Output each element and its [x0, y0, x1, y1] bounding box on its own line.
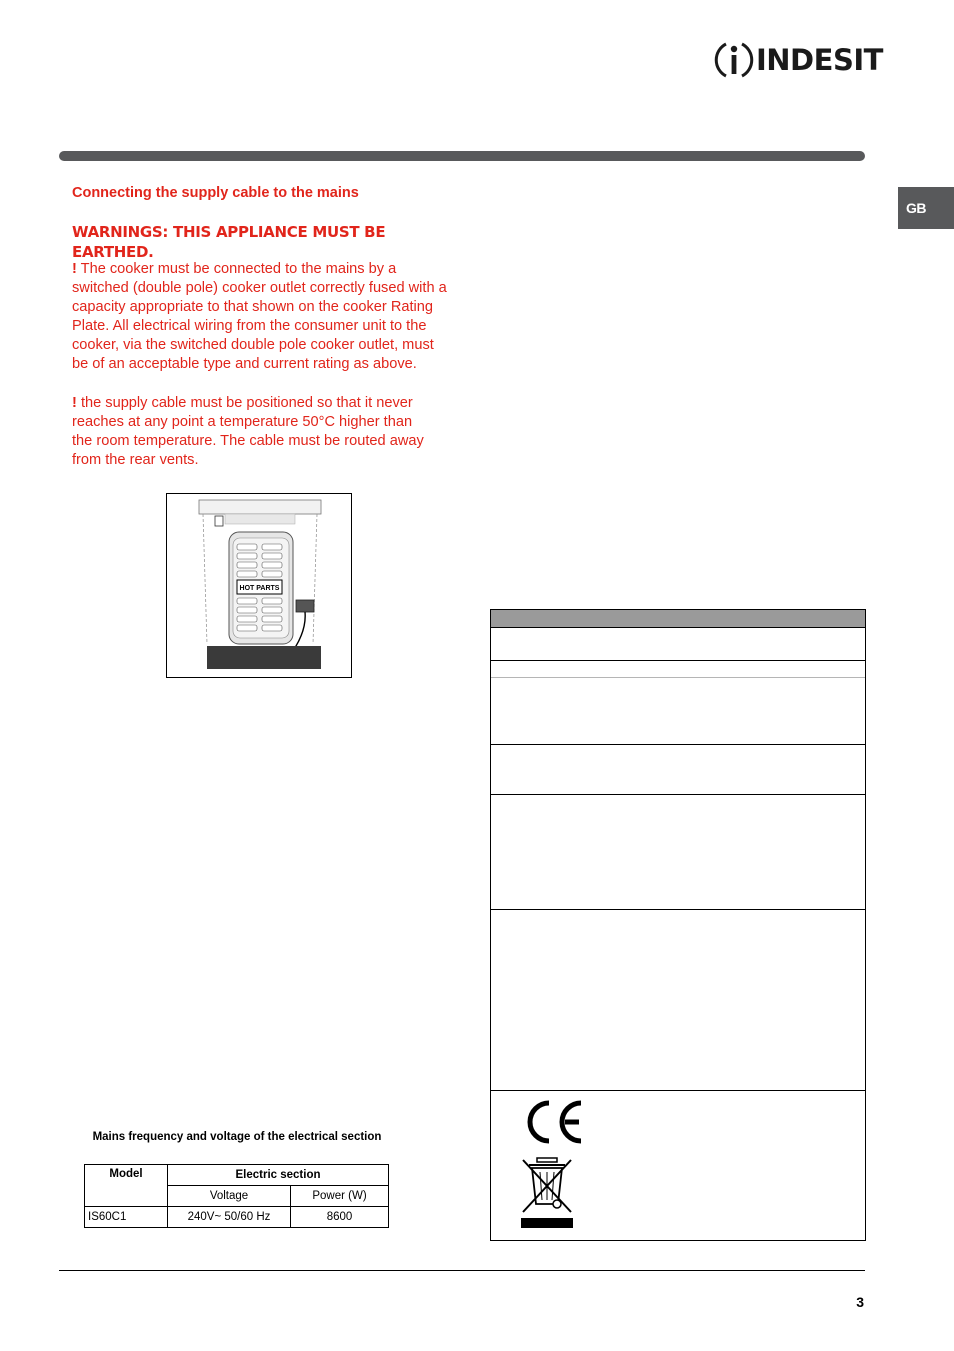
row-divider [491, 660, 865, 661]
indesit-i-icon [712, 38, 756, 82]
warning-title: WARNINGS: THIS APPLIANCE MUST BE EARTHED. [72, 223, 386, 261]
cooker-rear-figure [166, 493, 352, 678]
row-divider [491, 1090, 865, 1091]
row-divider [491, 794, 865, 795]
row-divider [491, 627, 865, 628]
header-power: Power (W) [291, 1186, 389, 1207]
table-header-band [491, 610, 865, 627]
footer-rule [59, 1270, 865, 1271]
row-divider [491, 909, 865, 910]
cooker-rear-drawing [167, 494, 351, 677]
language-tab: GB [898, 187, 954, 229]
table-caption: Mains frequency and voltage of the electrical section [92, 1131, 382, 1143]
ce-mark-icon [521, 1095, 587, 1147]
technical-data-table [490, 609, 866, 1241]
paragraph-1 [72, 260, 447, 375]
hot-parts-label: HOT PARTS [239, 585, 280, 592]
cell-voltage: 240V~ 50/60 Hz [168, 1207, 291, 1228]
paragraph-text: The cooker must be connected to the mains by a switched (double pole) cooker outlet correctly fused with a capacity appropriate to that shown on the cooker Rating Plate. All electrical wiring from the consumer unit to the cooker, via the switched double pole cooker outlet, must be of an acceptable type and current rating as above. [72, 261, 447, 373]
brand-logo [712, 38, 883, 82]
row-divider [491, 677, 865, 678]
header-electric-section: Electric section [168, 1165, 389, 1186]
section-heading: Connecting the supply cable to the mains [72, 185, 359, 201]
row-divider [491, 744, 865, 745]
header-model: Model [85, 1165, 168, 1207]
header-bar [59, 151, 865, 161]
header-voltage: Voltage [168, 1186, 291, 1207]
cell-power: 8600 [291, 1207, 389, 1228]
electrical-table [84, 1164, 389, 1228]
page-number: 3 [856, 1294, 864, 1310]
warning-mark: ! [72, 395, 77, 411]
paragraph-2 [72, 394, 432, 470]
cell-model: IS60C1 [85, 1207, 168, 1228]
brand-name: INDESIT [756, 43, 883, 77]
weee-bin-icon [519, 1156, 575, 1230]
warning-mark: ! [72, 261, 77, 277]
paragraph-text: the supply cable must be positioned so that it never reaches at any point a temperature 50°C higher than the room temperature. The cable must be routed away from the rear vents. [72, 395, 424, 469]
